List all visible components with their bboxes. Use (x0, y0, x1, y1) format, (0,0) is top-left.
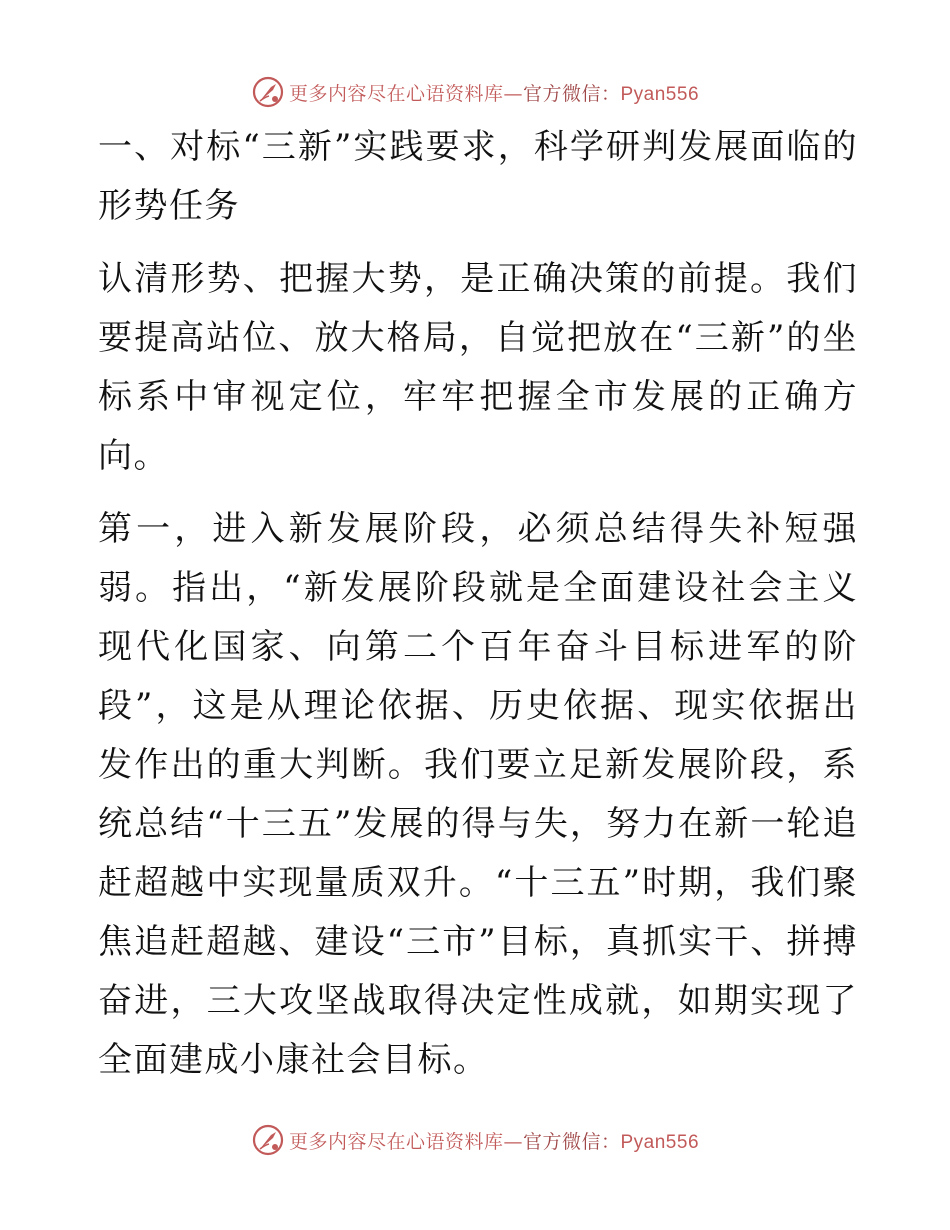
watermark-separator: — (503, 82, 523, 105)
watermark-text (289, 1127, 699, 1154)
watermark-separator: — (503, 1130, 523, 1153)
section-heading: 一、对标“三新”实践要求，科学研判发展面临的形势任务 (98, 127, 858, 226)
watermark-main-text: 更多内容尽在心语资料库 (288, 1130, 504, 1153)
header-watermark-banner (0, 72, 950, 112)
wechat-id: Pyan556 (620, 83, 700, 105)
paragraph-2: 第一，进入新发展阶段，必须总结得失补短强弱。指出，“新发展阶段就是全面建设社会主义现代化国家、向第二个百年奋斗目标进军的阶段”，这是从理论依据、历史依据、现实依据出发作出的重大判断。我们要立足新发展阶段，系统总结“十三五”发展的得与失，努力在新一轮追赶超越中实现量质双升。“十三五”时期，我们聚焦追赶超越、建设“三市”目标，真抓实干、拼搏奋进，三大攻坚战取得决定性成就，如期实现了全面建成小康社会目标。 (98, 509, 858, 1080)
wechat-label: 官方微信： (522, 1130, 621, 1153)
paragraph-1: 认清形势、把握大势，是正确决策的前提。我们要提高站位、放大格局，自觉把放在“三新”的坐标系中审视定位，牢牢把握全市发展的正确方向。 (98, 259, 858, 476)
watermark-text (289, 79, 699, 106)
footer-watermark-banner (0, 1120, 950, 1160)
quill-pen-logo-icon (251, 75, 285, 109)
quill-pen-logo-icon (251, 1123, 285, 1157)
document-body (98, 118, 858, 1090)
wechat-label: 官方微信： (522, 82, 621, 105)
wechat-id: Pyan556 (620, 1131, 700, 1153)
watermark-main-text: 更多内容尽在心语资料库 (288, 82, 504, 105)
